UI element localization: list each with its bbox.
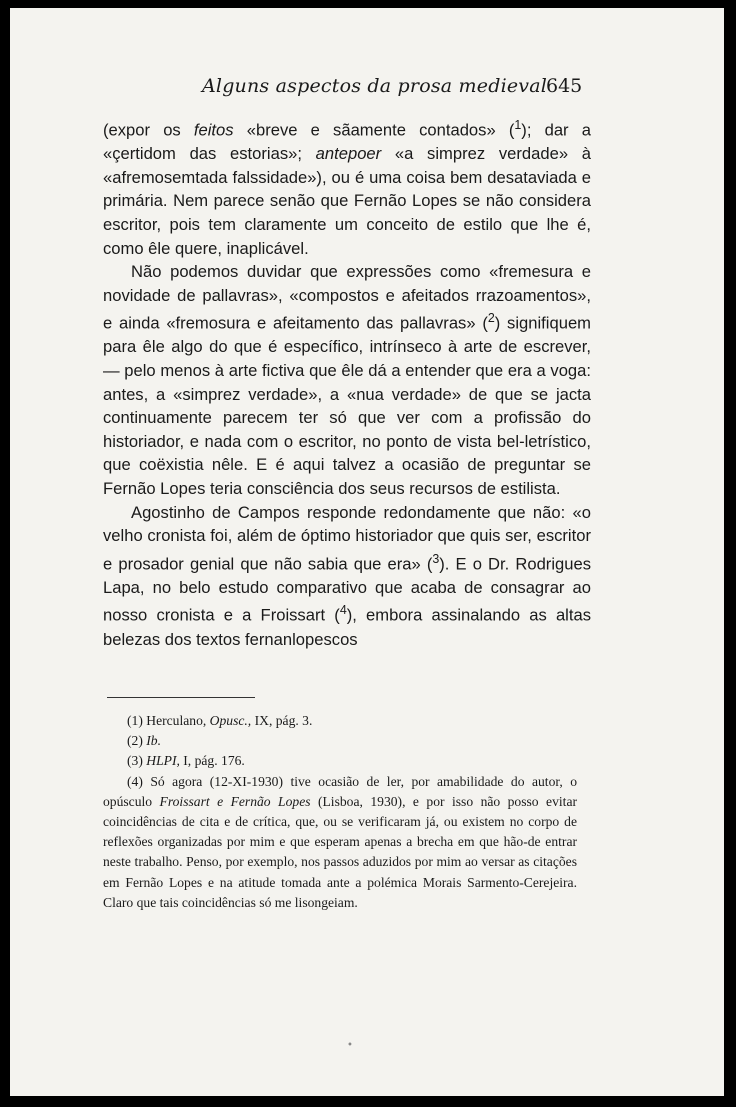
italic-term: feitos — [193, 120, 234, 140]
footnote-4 — [103, 772, 577, 913]
footnote-ref: 3 — [432, 551, 440, 566]
footnote-ref: 4 — [339, 603, 347, 618]
text-run: «breve e sãamente contados» ( — [233, 120, 515, 140]
page-header — [10, 75, 724, 103]
footnotes — [103, 711, 577, 913]
footnote-1 — [103, 711, 577, 731]
footnote-ref: 2 — [487, 311, 495, 326]
page-number: 645 — [546, 75, 583, 97]
text-run: (Lisboa, 1930), e por isso não posso evitar coincidências de cita e de crítica, que, ou se verificaram já, ou existem no corpo de reflexões organizadas por mim e que esperam apenas a brecha em que hão-de entrar neste trabalho. Penso, por exemplo, nos passos aduzidos por mim ao versar as citações em Fernão Lopes e na atitude tomada ante a polémica Morais Sarmento-Cerejeira. Claro que tais coincidências só me lisongeiam. — [103, 793, 578, 910]
text-run: ); dar a «çertidom das estorias»; — [103, 120, 591, 164]
body-text — [103, 114, 591, 651]
ornament-dot: • — [347, 1040, 353, 1051]
italic-term: antepoer — [315, 144, 382, 164]
footnote-ref: 1 — [514, 118, 522, 132]
text-run: Só agora (12-XI-1930) tive ocasião de ler, por amabilidade do autor, o opúsculo — [103, 773, 577, 809]
footnote-number: (2) — [127, 733, 143, 749]
text-run: Agostinho de Campos responde redondamente que não: «o velho cronista foi, além de óptimo historiador que quis ser, escritor e prosador genial que não sabia que era» ( — [103, 502, 591, 574]
text-run: I, pág. 176. — [179, 753, 245, 769]
paragraph-2 — [103, 260, 591, 500]
paragraph-1 — [103, 114, 591, 260]
italic-term: Froissart e Fernão Lopes — [159, 793, 311, 809]
footnote-number: (4) — [127, 773, 143, 789]
running-title: Alguns aspectos da prosa medieval — [202, 75, 548, 97]
italic-term: HLPI, — [142, 753, 180, 769]
footnote-divider — [107, 697, 255, 698]
text-run: «a simprez verdade» à «afremosemtada falssidade»), ou é uma coisa bem desataviada e primária. Nem parece senão que Fernão Lopes se não considera escritor, pois tem claramente um conceito de estilo que lhe é, como êle quere, inaplicável. — [103, 144, 591, 258]
italic-term: Ib. — [142, 733, 161, 749]
text-run: Herculano, — [142, 713, 210, 728]
book-page — [10, 8, 724, 1096]
text-run: ) signifiquem para êle algo do que é específico, intrínseco à arte de escrever, — pelo menos à arte fictiva que êle dá a entender que era a voga: antes, a «simprez verdade», a «nua verdade» de que se jacta continuamente parecem ter só que ver com a profissão do historiador, e nada com o escritor, no ponto de vista bel-letrístico, que coëxistia nêle. E é aqui talvez a ocasião de preguntar se Fernão Lopes teria consciência dos seus recursos de estilista. — [103, 313, 591, 498]
footnote-2 — [103, 731, 577, 751]
paragraph-3 — [103, 501, 591, 652]
text-run: ), embora assinalando as altas belezas dos textos fernanlopescos — [103, 606, 591, 649]
footnote-number: (1) — [127, 713, 143, 728]
text-run: IX, pág. 3. — [251, 713, 313, 728]
text-run: (expor os — [103, 120, 194, 140]
footnote-3 — [103, 751, 577, 771]
text-run: ). E o Dr. Rodrigues Lapa, no belo estudo comparativo que acaba de consagrar ao nosso cronista e a Froissart ( — [103, 554, 591, 625]
italic-term: Opusc., — [209, 713, 252, 728]
footnote-number: (3) — [127, 753, 143, 769]
text-run: Não podemos duvidar que expressões como «fremesura e novidade de pallavras», «compostos e afeitados rrazoamentos», e ainda «fremosura e afeitamento das pallavras» ( — [103, 262, 591, 333]
